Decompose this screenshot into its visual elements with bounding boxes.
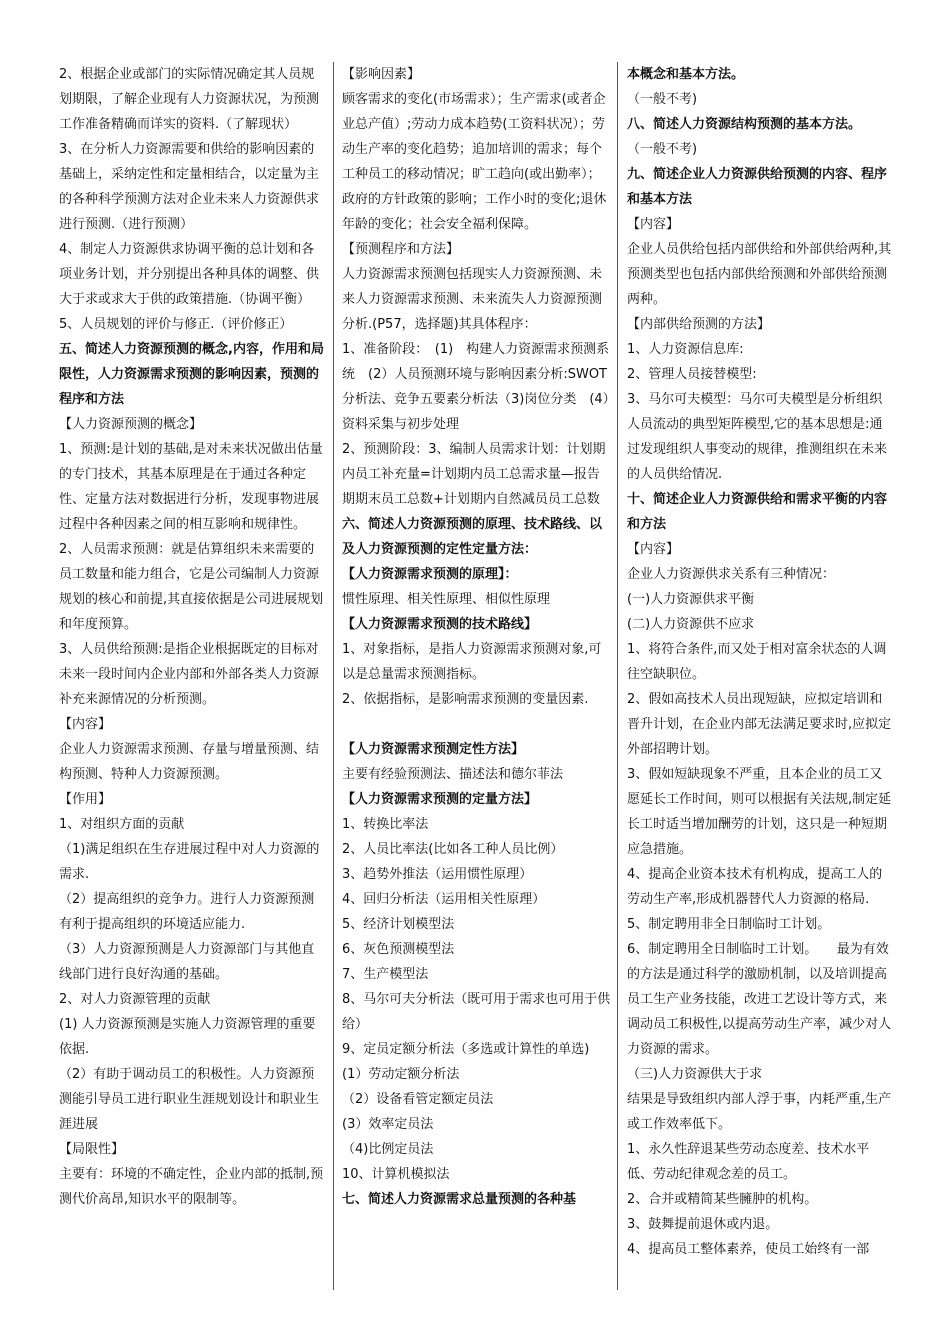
column-divider-1 (333, 62, 334, 1290)
column-middle (342, 62, 612, 1304)
paragraph: 【内容】 (627, 542, 680, 557)
paragraph: 主要有经验预测法、描述法和德尔菲法 (342, 767, 564, 782)
paragraph: 顾客需求的变化(市场需求）；生产需求(或者企业总产值）;劳动力成本趋势(工资料状况）；劳动生产率的变化趋势；追加培训的需求；每个工种员工的移动情况；旷工趋向(或出勤率）；政府的方针政策的影响；工作小时的变化;退休年龄的变化；社会安全福利保障。 (342, 92, 607, 232)
paragraph: 2、依据指标，是影响需求预测的变量因素. (342, 692, 589, 707)
paragraph: (3）效率定员法 (342, 1117, 434, 1132)
paragraph: （3）人力资源预测是人力资源部门与其他直线部门进行良好沟通的基础。 (59, 942, 315, 982)
paragraph: 【局限性】 (59, 1142, 125, 1157)
paragraph: 1、将符合条件,而又处于相对富余状态的人调往空缺职位。 (627, 642, 887, 682)
section-heading: 六、简述人力资源预测的原理、技术路线、以及人力资源预测的定性定量方法： (342, 517, 603, 557)
paragraph: 3、鼓舞提前退休或内退。 (627, 1217, 779, 1232)
paragraph: 【作用】 (59, 792, 112, 807)
section-heading: 本概念和基本方法。 (627, 67, 745, 82)
paragraph: 4、提高员工整体素养，使员工始终有一部 (627, 1242, 870, 1257)
column-right (627, 62, 895, 1304)
column-left (59, 62, 327, 1304)
paragraph: （2）提高组织的竞争力。进行人力资源预测有利于提高组织的环境适应能力. (59, 892, 315, 932)
paragraph: (一)人力资源供求平衡 (627, 592, 755, 607)
paragraph: 【内容】 (59, 717, 112, 732)
paragraph: 9、定员定额分析法（多选或计算性的单选) (342, 1042, 590, 1057)
section-heading: 九、简述企业人力资源供给预测的内容、程序和基本方法 (627, 167, 888, 207)
paragraph: 人力资源需求预测包括现实人力资源预测、未来人力资源需求预测、未来流失人力资源预测分析.(P57，选择题)其具体程序： (342, 267, 603, 332)
paragraph: 【内部供给预测的方法】 (627, 317, 771, 332)
paragraph: 主要有：环境的不确定性，企业内部的抵制,预测代价高昂,知识水平的限制等。 (59, 1167, 324, 1207)
paragraph: 【人力资源预测的概念】 (59, 417, 203, 432)
paragraph: 1、永久性辞退某些劳动态度差、技术水平低、劳动纪律观念差的员工。 (627, 1142, 870, 1182)
paragraph: 企业人力资源需求预测、存量与增量预测、结构预测、特种人力资源预测。 (59, 742, 320, 782)
paragraph: 3、马尔可夫模型：马尔可夫模型是分析组织人员流动的典型矩阵模型,它的基本思想是:通过发现组织人事变动的规律，推测组织在未来的人员供给情况. (627, 392, 888, 482)
paragraph: 2、人员比率法(比如各工种人员比例） (342, 842, 564, 857)
paragraph: （2）有助于调动员工的积极性。人力资源预测能引导员工进行职业生涯规划设计和职业生涯进展 (59, 1067, 320, 1132)
paragraph: 2、预测阶段：3、编制人员需求计划：计划期内员工补充量=计划期内员工总需求量—报告期期末员工总数+计划期内自然减员员工总数 (342, 442, 606, 507)
paragraph: 2、对人力资源管理的贡献 (59, 992, 211, 1007)
section-heading: 十、简述企业人力资源供给和需求平衡的内容和方法 (627, 492, 888, 532)
paragraph: 6、制定聘用全日制临时工计划。 最为有效的方法是通过科学的激励机制，以及培训提高员工生产业务技能，改进工艺设计等方式，来调动员工积极性,以提高劳动生产率，减少对人力资源的需求。 (627, 942, 892, 1057)
paragraph: （1)满足组织在生存进展过程中对人力资源的需求. (59, 842, 320, 882)
paragraph: 3、在分析人力资源需要和供给的影响因素的基础上，采纳定性和定量相结合，以定量为主的各种科学预测方法对企业未来人力资源供求进行预测.（进行预测） (59, 142, 320, 232)
paragraph: 2、假如高技术人员出现短缺，应拟定培训和晋升计划，在企业内部无法满足要求时,应拟定外部招聘计划。 (627, 692, 892, 757)
paragraph: 5、经济计划模型法 (342, 917, 455, 932)
paragraph: （4)比例定员法 (342, 1142, 434, 1157)
paragraph: 2、合并或精简某些臃肿的机构。 (627, 1192, 818, 1207)
paragraph: 4、制定人力资源供求协调平衡的总计划和各项业务计划，并分别提出各种具体的调整、供大于求或求大于供的政策措施.（协调平衡） (59, 242, 320, 307)
column-divider-2 (617, 62, 618, 1290)
paragraph: 惯性原理、相关性原理、相似性原理 (342, 592, 551, 607)
paragraph: 8、马尔可夫分析法（既可用于需求也可用于供给） (342, 992, 611, 1032)
paragraph: 1、转换比率法 (342, 817, 429, 832)
paragraph: 1、预测:是计划的基础,是对未来状况做出估量的专门技术，其基本原理是在于通过各种定性、定量方法对数据进行分析，发现事物进展过程中各种因素之间的相互影响和规律性。 (59, 442, 323, 532)
paragraph: 【影响因素】 (342, 67, 421, 82)
paragraph: 6、灰色预测模型法 (342, 942, 455, 957)
paragraph: (1) 人力资源预测是实施人力资源管理的重要依据. (59, 1017, 316, 1057)
paragraph: 2、人员需求预测：就是估算组织未来需要的员工数量和能力组合，它是公司编制人力资源规划的核心和前提,其直接依据是公司进展规划和年度预算。 (59, 542, 324, 632)
paragraph: 4、回归分析法（运用相关性原理） (342, 892, 546, 907)
paragraph: 1、对象指标，是指人力资源需求预测对象,可以是总量需求预测指标。 (342, 642, 602, 682)
paragraph: 5、制定聘用非全日制临时工计划。 (627, 917, 831, 932)
paragraph: 【预测程序和方法】 (342, 242, 460, 257)
section-heading: 【人力资源需求预测的原理】： (342, 567, 518, 582)
paragraph: (1）劳动定额分析法 (342, 1067, 460, 1082)
paragraph: 5、人员规划的评价与修正.（评价修正） (59, 317, 293, 332)
paragraph: 结果是导致组织内部人浮于事，内耗严重,生产或工作效率低下。 (627, 1092, 892, 1132)
section-heading: 八、简述人力资源结构预测的基本方法。 (627, 117, 862, 132)
paragraph: 1、人力资源信息库: (627, 342, 744, 357)
paragraph: 2、管理人员接替模型: (627, 367, 757, 382)
paragraph: 3、趋势外推法（运用惯性原理） (342, 867, 533, 882)
paragraph: （三)人力资源供大于求 (627, 1067, 763, 1082)
paragraph: 企业人员供给包括内部供给和外部供给两种,其预测类型也包括内部供给预测和外部供给预测两种。 (627, 242, 892, 307)
paragraph: （一般不考) (627, 142, 698, 157)
paragraph: （2）设备看管定额定员法 (342, 1092, 494, 1107)
paragraph: 【内容】 (627, 217, 680, 232)
paragraph: (二)人力资源供不应求 (627, 617, 755, 632)
section-heading: 【人力资源需求预测的技术路线】 (342, 617, 538, 632)
paragraph: 10、计算机模拟法 (342, 1167, 450, 1182)
blank-line (342, 712, 612, 737)
paragraph: 企业人力资源供求关系有三种情况： (627, 567, 836, 582)
paragraph: （一般不考) (627, 92, 698, 107)
paragraph: 1、准备阶段： (1) 构建人力资源需求预测系统 (2）人员预测环境与影响因素分析:SWOT分析法、竞争五要素分析法（3)岗位分类 (4）资料采集与初步处理 (342, 342, 610, 432)
paragraph: 1、对组织方面的贡献 (59, 817, 185, 832)
paragraph: 4、提高企业资本技术有机构成，提高工人的劳动生产率,形成机器替代人力资源的格局. (627, 867, 883, 907)
section-heading: 【人力资源需求预测的定量方法】 (342, 792, 538, 807)
section-heading: 【人力资源需求预测定性方法】 (342, 742, 525, 757)
paragraph: 3、假如短缺现象不严重，且本企业的员工又愿延长工作时间，则可以根据有关法规,制定延长工时适当增加酬劳的计划，这只是一种短期应急措施。 (627, 767, 892, 857)
section-heading: 七、简述人力资源需求总量预测的各种基 (342, 1192, 577, 1207)
section-heading: 五、简述人力资源预测的概念,内容，作用和局限性，人力资源需求预测的影响因素，预测的程序和方法 (59, 342, 324, 407)
paragraph: 7、生产模型法 (342, 967, 429, 982)
paragraph: 2、根据企业或部门的实际情况确定其人员规划期限，了解企业现有人力资源状况，为预测工作准备精确而详实的资料.（了解现状） (59, 67, 320, 132)
paragraph: 3、人员供给预测:是指企业根据既定的目标对未来一段时间内企业内部和外部各类人力资源补充来源情况的分析预测。 (59, 642, 320, 707)
